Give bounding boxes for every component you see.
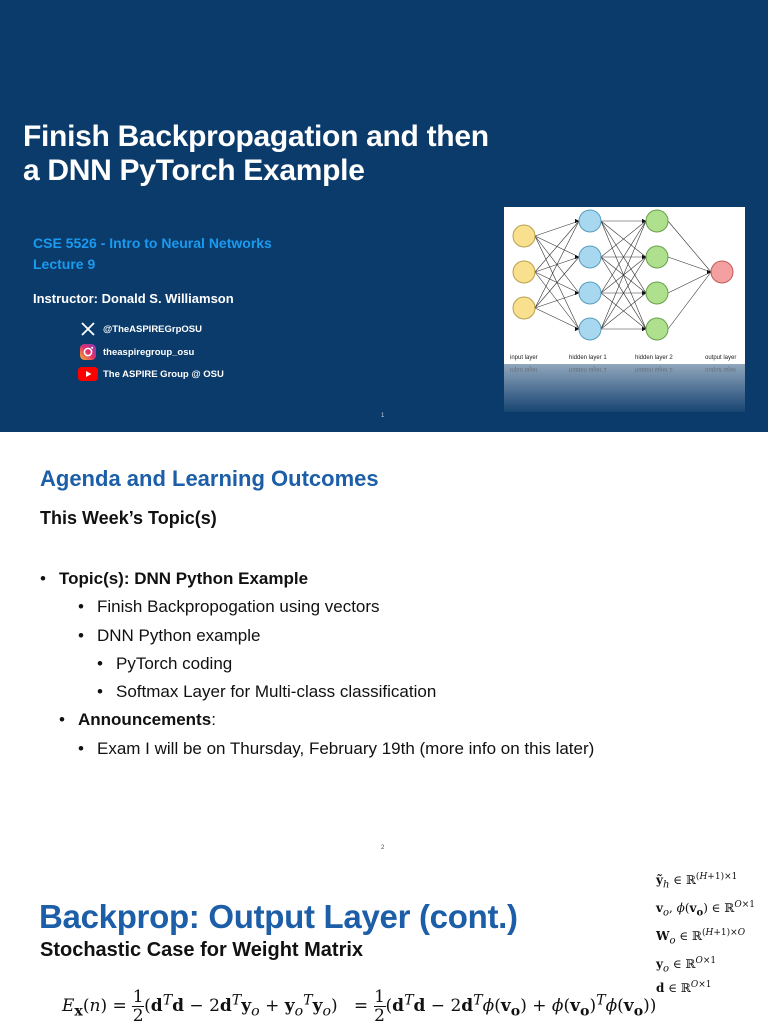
social-youtube-label: The ASPIRE Group @ OSU [103,368,224,380]
social-instagram[interactable] [78,342,194,362]
list-item-text [78,709,216,731]
neuron-node [711,261,733,283]
reflection-label: input layer [510,366,538,372]
definition-d: d ∈ ℝ$^{O\times 1}$ [656,980,712,995]
definition-y-hat: ỹ$_h$ ∈ ℝ$^{(H+1)\times 1}$ [656,872,738,891]
neuron-node [646,282,668,304]
neuron-node [579,246,601,268]
definition-y: $y_o$ ∈ ℝ$^{O\times 1}$ [656,956,717,975]
reflection-label: hidden layer 2 [635,366,673,372]
list-item-text: Topic(s): DNN Python Example [59,569,309,588]
neuron-node [579,318,601,340]
list-item-text: Finish Backpropogation using vectors [97,597,380,617]
backprop-slide [0,864,768,1024]
instagram-icon [78,342,98,362]
variable-definitions [656,872,755,1008]
social-youtube[interactable] [78,364,224,384]
definition-w: $W_o$ ∈ ℝ$^{(H+1)\times O}$ [656,928,746,947]
neuron-node [513,225,535,247]
reflection-label: hidden layer 1 [569,366,607,372]
neuron-node [513,297,535,319]
title-line-2: a DNN PyTorch Example [23,154,365,187]
connection-arrowhead [575,291,579,295]
neuron-node [579,282,601,304]
neuron-node [579,210,601,232]
page-number: 1 [381,413,385,419]
neuron-node [646,318,668,340]
neural-network-svg [504,207,745,364]
x-logo-icon [78,319,98,339]
bullet-icon: • [78,597,84,617]
slide-subheading: This Week’s Topic(s) [40,508,217,528]
announcements-label: Announcements [78,710,212,730]
layer-label: output layer [705,355,737,361]
announcements-colon: : [211,710,216,730]
bullet-icon: • [78,738,84,758]
definition-v: $v_o$, $\phi(v_o)$ ∈ ℝ$^{O\times 1}$ [656,900,756,919]
title-line-1: Finish Backpropagation and then [23,120,489,153]
bullet-icon: • [78,625,84,645]
slide-heading: Backprop: Output Layer (cont.) [39,898,518,935]
bullet-icon: • [97,682,103,702]
neuron-node [646,246,668,268]
layer-label: hidden layer 2 [635,355,673,361]
neuron-node [513,261,535,283]
course-info [33,233,272,275]
diagram-reflection [504,364,745,412]
error-equation: $E_x(n) = 1$ $2(d^Td - 2d^Ty_o + y_o^Ty_o) = 1$ $2(d^Td - 2d^T\phi(v_o) + \phi(v_o)^T\phi(v_o))$ [62,987,657,1024]
lecture-number: Lecture 9 [33,256,96,272]
network-connection [535,308,579,329]
title-slide [0,0,768,432]
bullet-icon: • [97,653,103,673]
connection-arrowhead [707,270,711,274]
bullet-icon: • [59,710,65,730]
list-item-text: DNN Python example [97,625,261,645]
list-item-text: Exam I will be on Thursday, February 19th (more info on this later) [97,738,595,758]
neural-network-diagram [504,207,745,364]
list-item-text: Softmax Layer for Multi-class classification [116,682,437,702]
network-connection [668,272,711,329]
reflection-label: output layer [705,366,737,372]
layer-label: input layer [510,355,538,361]
slide-heading: Agenda and Learning Outcomes [40,466,379,491]
network-connection [668,272,711,293]
youtube-icon [78,364,98,384]
bullet-icon: • [40,569,46,588]
list-item-text: PyTorch coding [116,653,233,673]
social-instagram-label: theaspiregroup_osu [103,346,195,358]
layer-label: hidden layer 1 [569,355,607,361]
connection-arrowhead [575,255,579,259]
agenda-slide [0,432,768,864]
social-x[interactable] [78,319,202,339]
slide-title [23,120,583,188]
slide-subheading: Stochastic Case for Weight Matrix [40,939,364,961]
instructor-name: Instructor: Donald S. Williamson [33,291,234,306]
social-x-label: @TheASPIREGrpOSU [103,323,202,335]
course-name: CSE 5526 - Intro to Neural Networks [33,235,272,251]
neuron-node [646,210,668,232]
page-number: 2 [381,845,385,851]
